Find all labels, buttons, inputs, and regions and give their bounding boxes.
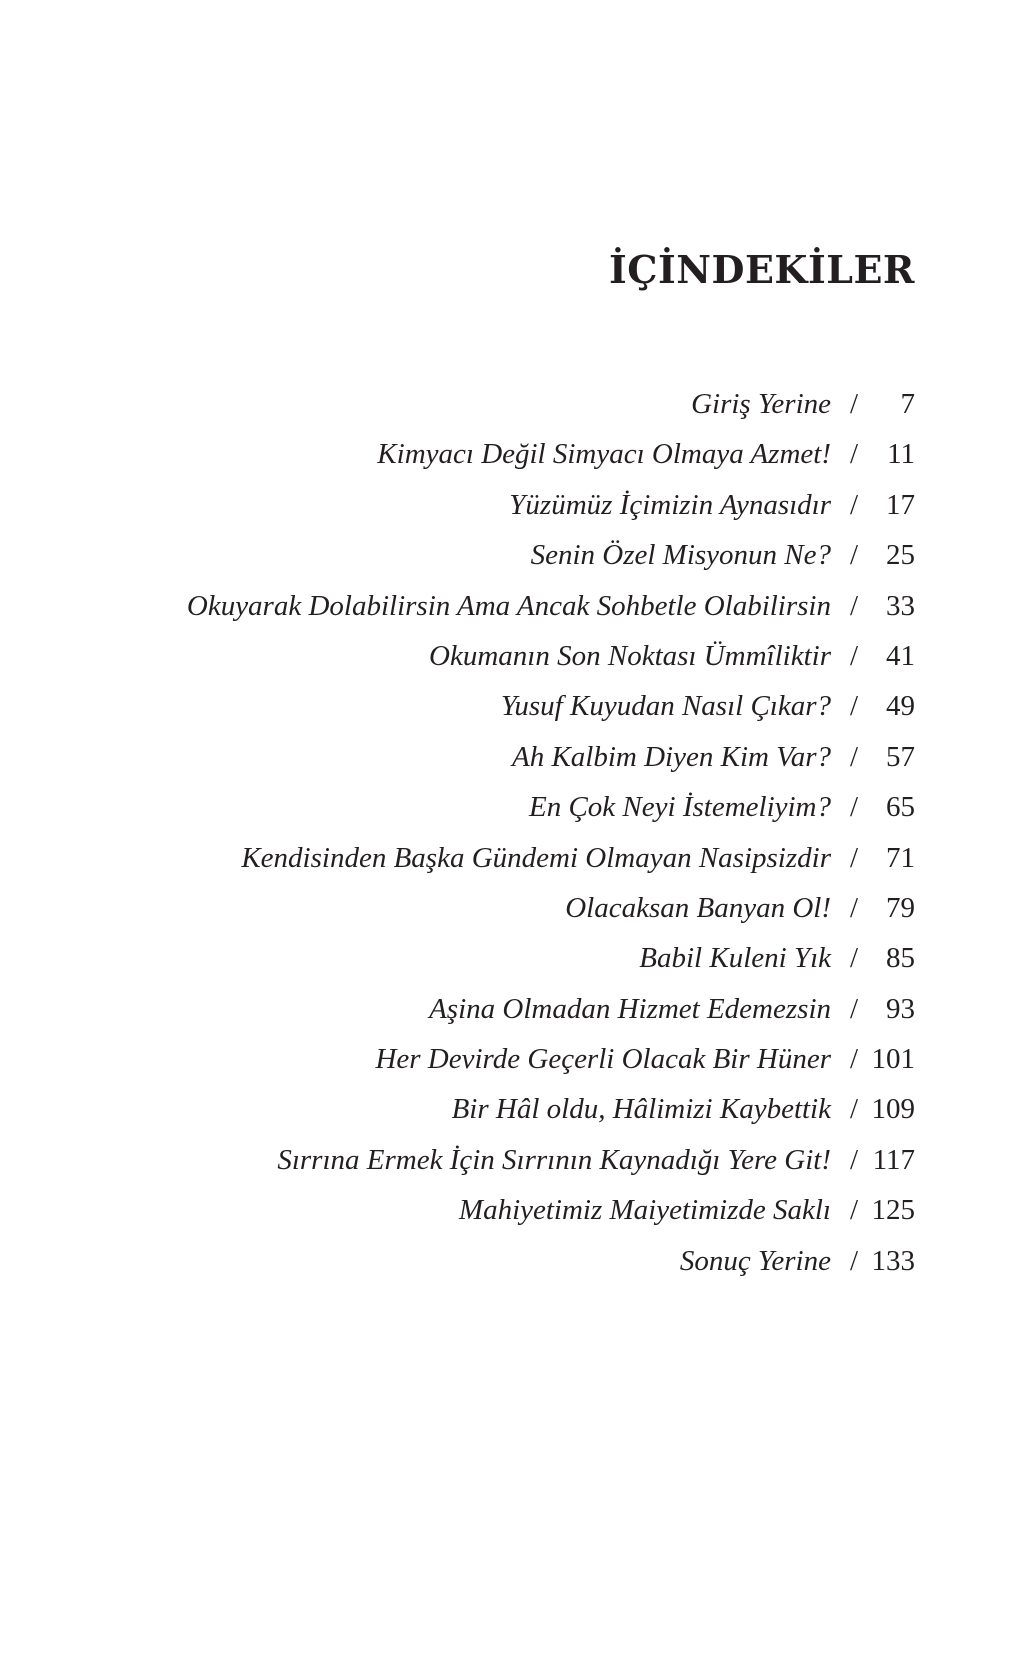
- toc-entry: [35, 1236, 915, 1286]
- toc-entry-title: Kendisinden Başka Gündemi Olmayan Nasipsizdir: [241, 841, 831, 874]
- toc-entry-title: En Çok Neyi İstemeliyim?: [529, 791, 831, 824]
- toc-entry-separator: /: [849, 488, 859, 521]
- page-title: İÇİNDEKİLER: [608, 247, 915, 292]
- toc-entry-title: Babil Kuleni Yık: [639, 942, 831, 975]
- toc-entry: [35, 883, 915, 933]
- toc-entry-title: Giriş Yerine: [691, 388, 831, 420]
- toc-entry-separator: /: [849, 690, 859, 723]
- toc-entry-separator: /: [849, 438, 859, 471]
- toc-entry-title: Ah Kalbim Diyen Kim Var?: [512, 740, 831, 773]
- toc-entry-page: 25: [886, 539, 915, 572]
- toc-entry-page: 41: [886, 639, 915, 672]
- toc-entry-page: 65: [886, 791, 915, 824]
- toc-entry-title: Kimyacı Değil Simyacı Olmaya Azmet!: [377, 438, 831, 471]
- toc-entry-page: 17: [886, 488, 915, 521]
- toc-entry-separator: /: [849, 589, 859, 622]
- toc-entry: [35, 631, 915, 681]
- toc-entry-separator: /: [849, 891, 859, 924]
- toc-entry: [35, 1135, 915, 1185]
- toc-entry-page: 101: [871, 1043, 915, 1076]
- table-of-contents: [35, 379, 915, 1286]
- toc-entry-page: 7: [900, 388, 915, 420]
- toc-entry: [35, 1034, 915, 1084]
- toc-entry: [35, 581, 915, 631]
- toc-entry-title: Senin Özel Misyonun Ne?: [530, 539, 831, 572]
- toc-entry-separator: /: [849, 1194, 859, 1227]
- toc-entry-separator: /: [849, 539, 859, 572]
- toc-entry-separator: /: [849, 740, 859, 773]
- toc-entry-separator: /: [849, 791, 859, 824]
- toc-entry-title: Yüzümüz İçimizin Aynasıdır: [509, 488, 831, 521]
- toc-entry-page: 109: [871, 1093, 915, 1126]
- toc-entry: [35, 480, 915, 530]
- toc-entry-page: 125: [871, 1194, 915, 1227]
- toc-entry-title: Sırrına Ermek İçin Sırrının Kaynadığı Yere Git!: [277, 1143, 831, 1176]
- toc-entry-separator: /: [849, 1244, 859, 1277]
- toc-entry-page: 85: [886, 942, 915, 975]
- toc-entry-separator: /: [849, 992, 859, 1025]
- toc-entry: [35, 530, 915, 580]
- toc-entry-title: Her Devirde Geçerli Olacak Bir Hüner: [375, 1043, 831, 1076]
- toc-entry-separator: /: [849, 1043, 859, 1076]
- toc-entry: [35, 833, 915, 883]
- toc-entry-page: 33: [886, 589, 915, 622]
- toc-entry-page: 71: [886, 841, 915, 874]
- toc-entry-title: Okuyarak Dolabilirsin Ama Ancak Sohbetle Olabilirsin: [186, 589, 831, 622]
- toc-entry-separator: /: [849, 1143, 859, 1176]
- toc-entry: [35, 984, 915, 1034]
- toc-entry-separator: /: [849, 1093, 859, 1126]
- toc-entry: [35, 429, 915, 479]
- toc-entry-title: Bir Hâl oldu, Hâlimizi Kaybettik: [451, 1093, 831, 1126]
- toc-entry-title: Olacaksan Banyan Ol!: [565, 891, 831, 924]
- toc-entry-page: 49: [886, 690, 915, 723]
- toc-entry-page: 79: [886, 891, 915, 924]
- toc-entry-page: 57: [886, 740, 915, 773]
- toc-entry: [35, 933, 915, 983]
- toc-entry-title: Mahiyetimiz Maiyetimizde Saklı: [458, 1194, 831, 1227]
- toc-entry-separator: /: [849, 841, 859, 874]
- toc-entry-title: Okumanın Son Noktası Ümmîliktir: [429, 639, 831, 672]
- toc-entry: [35, 732, 915, 782]
- toc-entry: [35, 782, 915, 832]
- toc-entry: [35, 1084, 915, 1134]
- toc-entry-title: Aşina Olmadan Hizmet Edemezsin: [429, 992, 831, 1025]
- toc-entry-page: 93: [886, 992, 915, 1025]
- toc-entry-title: Yusuf Kuyudan Nasıl Çıkar?: [500, 690, 831, 723]
- toc-entry: [35, 681, 915, 731]
- toc-entry-page: 133: [871, 1244, 915, 1277]
- toc-entry-title: Sonuç Yerine: [679, 1244, 831, 1277]
- toc-entry-separator: /: [849, 942, 859, 975]
- toc-entry: [35, 379, 915, 429]
- toc-entry: [35, 1185, 915, 1235]
- toc-entry-page: 11: [887, 438, 915, 471]
- toc-entry-separator: /: [849, 639, 859, 672]
- toc-entry-page: 117: [872, 1143, 915, 1176]
- toc-entry-separator: /: [849, 388, 859, 420]
